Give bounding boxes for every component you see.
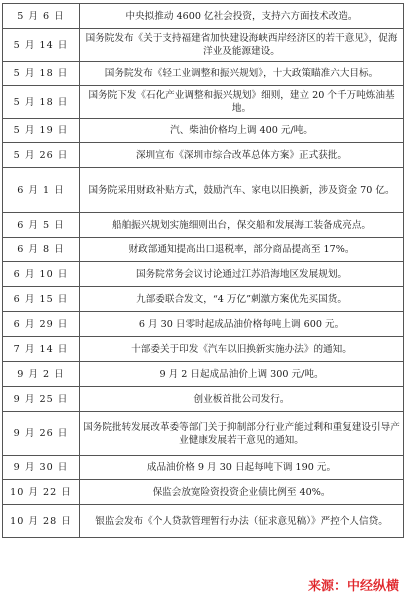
event-cell: 创业板首批公司发行。 [80,387,404,412]
event-cell: 9 月 2 日起成品油价上调 300 元/吨。 [80,362,404,387]
table-row [3,62,404,86]
table-row [3,312,404,337]
date-cell: 10 月 28 日 [3,505,80,538]
table-row [3,262,404,287]
table-row [3,143,404,168]
table-row [3,86,404,119]
date-cell: 5 月 18 日 [3,62,80,86]
table-row [3,213,404,238]
table-row [3,168,404,213]
table-row [3,480,404,505]
table-row [3,4,404,29]
event-cell: 财政部通知提高出口退税率，部分商品提高至 17%。 [80,238,404,262]
date-cell: 6 月 1 日 [3,168,80,213]
timeline-body [3,4,404,538]
date-cell: 9 月 30 日 [3,456,80,480]
event-cell: 国务院发布《关于支持福建省加快建设海峡西岸经济区的若干意见》，促海洋业及能源建设。 [80,29,404,62]
table-row [3,362,404,387]
date-cell: 5 月 19 日 [3,119,80,143]
event-cell: 国务院发布《轻工业调整和振兴规划》，十大政策瞄准六大目标。 [80,62,404,86]
table-row [3,505,404,538]
event-cell: 汽、柴油价格均上调 400 元/吨。 [80,119,404,143]
date-cell: 5 月 18 日 [3,86,80,119]
event-cell: 十部委关于印发《汽车以旧换新实施办法》的通知。 [80,337,404,362]
table-row [3,387,404,412]
event-cell: 深圳宣布《深圳市综合改革总体方案》正式获批。 [80,143,404,168]
date-cell: 6 月 8 日 [3,238,80,262]
table-row [3,412,404,456]
event-cell: 6 月 30 日零时起成品油价格每吨上调 600 元。 [80,312,404,337]
event-cell: 成品油价格 9 月 30 日起每吨下调 190 元。 [80,456,404,480]
date-cell: 5 月 6 日 [3,4,80,29]
timeline-table [2,3,404,538]
event-cell: 中央拟推动 4600 亿社会投资，支持六方面技术改造。 [80,4,404,29]
table-row [3,29,404,62]
event-cell: 国务院常务会议讨论通过江苏沿海地区发展规划。 [80,262,404,287]
date-cell: 6 月 5 日 [3,213,80,238]
date-cell: 5 月 14 日 [3,29,80,62]
table-row [3,287,404,312]
event-cell: 银监会发布《个人贷款管理暂行办法（征求意见稿）》严控个人信贷。 [80,505,404,538]
source-watermark: 来源：中经纵横 [306,575,401,594]
event-cell: 国务院下发《石化产业调整和振兴规划》细则，建立 20 个千万吨炼油基地。 [80,86,404,119]
date-cell: 9 月 26 日 [3,412,80,456]
date-cell: 9 月 25 日 [3,387,80,412]
date-cell: 6 月 29 日 [3,312,80,337]
table-row [3,238,404,262]
event-cell: 保监会放宽险资投资企业债比例至 40%。 [80,480,404,505]
date-cell: 6 月 15 日 [3,287,80,312]
date-cell: 9 月 2 日 [3,362,80,387]
table-row [3,456,404,480]
date-cell: 5 月 26 日 [3,143,80,168]
event-cell: 船舶振兴规划实施细则出台，保交船和发展海工装备成亮点。 [80,213,404,238]
event-cell: 国务院采用财政补贴方式，鼓励汽车、家电以旧换新，涉及资金 70 亿。 [80,168,404,213]
date-cell: 6 月 10 日 [3,262,80,287]
event-cell: 国务院批转发展改革委等部门关于抑制部分行业产能过剩和重复建设引导产业健康发展若干意见的通知。 [80,412,404,456]
date-cell: 10 月 22 日 [3,480,80,505]
table-row [3,337,404,362]
table-row [3,119,404,143]
date-cell: 7 月 14 日 [3,337,80,362]
event-cell: 九部委联合发文，“4 万亿”刺激方案优先买国货。 [80,287,404,312]
